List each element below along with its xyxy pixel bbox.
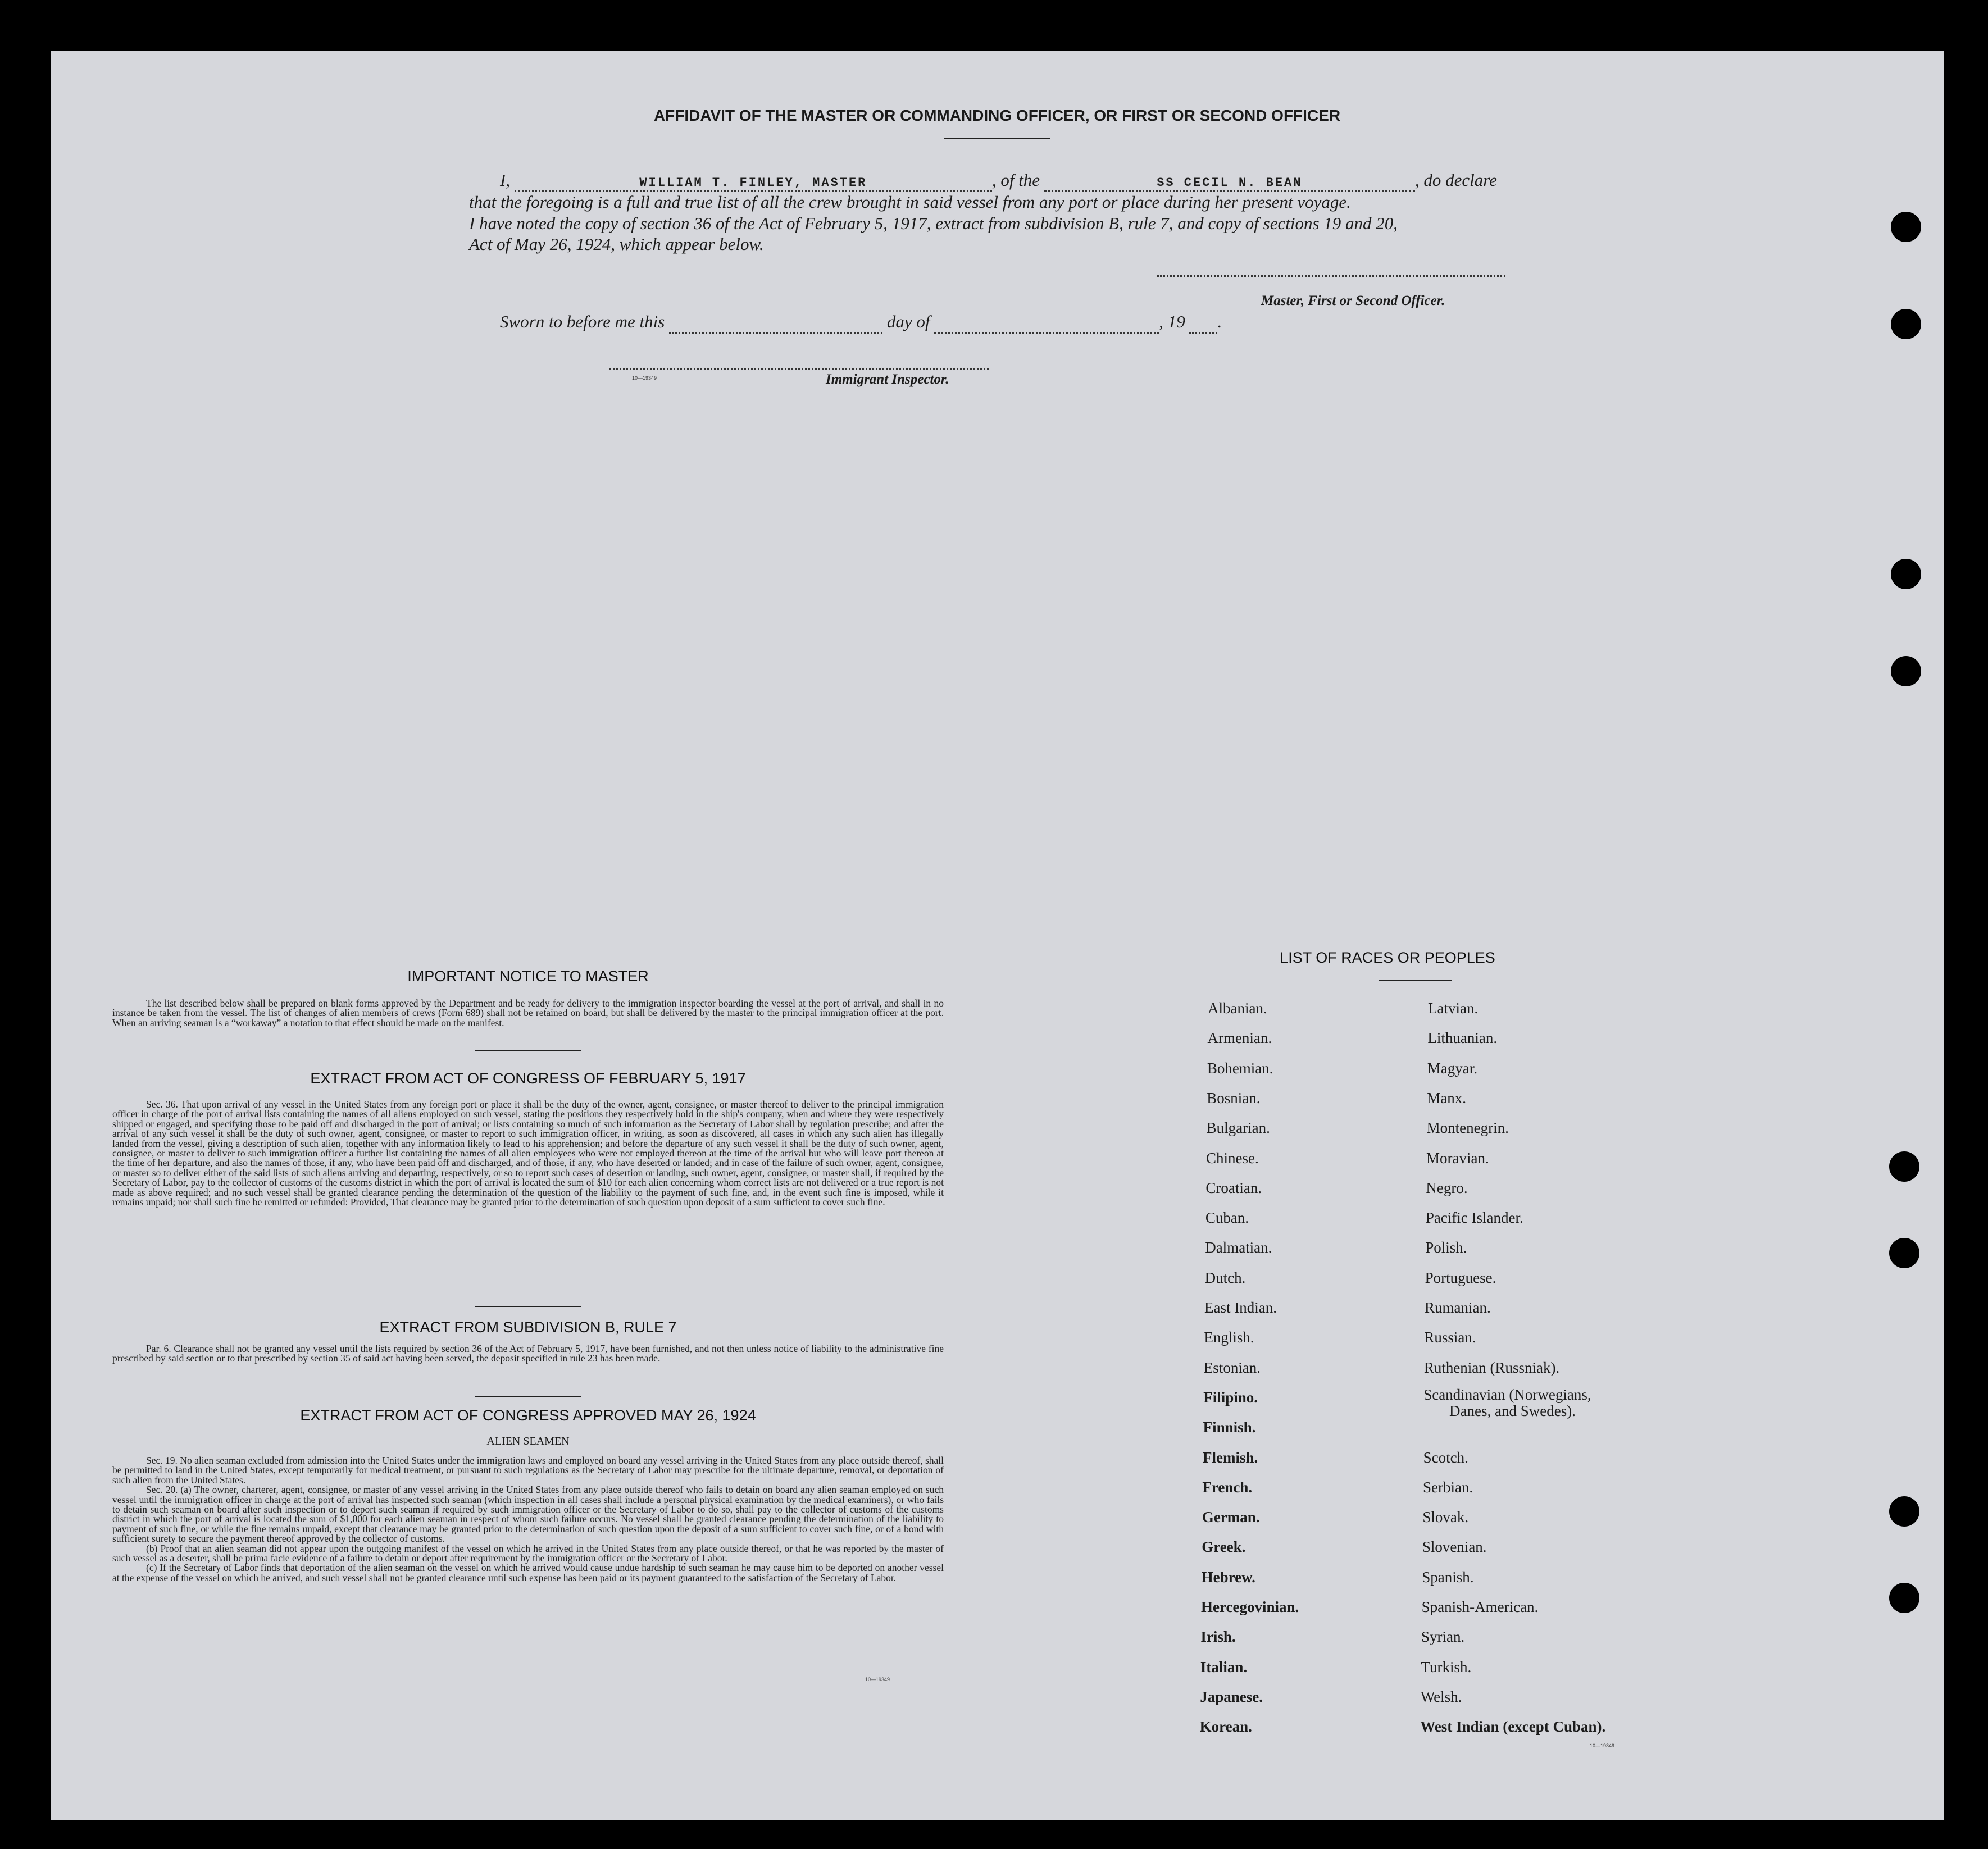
race-item: Greek.: [1202, 1538, 1246, 1556]
race-item: Scotch.: [1423, 1449, 1468, 1466]
race-item: Magyar.: [1427, 1059, 1478, 1077]
extract-1917-title: EXTRACT FROM ACT OF CONGRESS OF FEBRUARY 5, 1917: [310, 1070, 746, 1087]
race-item: Filipino.: [1203, 1388, 1258, 1406]
race-item: Turkish.: [1421, 1658, 1472, 1675]
sec-20b-text: (b) Proof that an alien seaman did not appear upon the outgoing manifest of the vessel on which he arrived in the United States from any place outside thereof, or that he was reported by the master of such vessel as a deserter, shall be prima facie evidence of a failure to detain or deport after requirement by the immigration officer or the Secretary of Labor.: [112, 1542, 944, 1564]
sworn-month-field: [934, 312, 1159, 334]
extract-rule7-title: EXTRACT FROM SUBDIVISION B, RULE 7: [379, 1319, 677, 1336]
races-left-column: [1199, 51, 1410, 1820]
race-item: Latvian.: [1428, 1000, 1479, 1017]
affidavit-title: AFFIDAVIT OF THE MASTER OR COMMANDING OFFICER, OR FIRST OR SECOND OFFICER: [653, 107, 1341, 124]
race-item: Flemish.: [1203, 1449, 1258, 1466]
document-sheet: [51, 51, 1944, 1820]
notice-title: IMPORTANT NOTICE TO MASTER: [407, 968, 649, 985]
race-item: Negro.: [1426, 1179, 1468, 1196]
extract-1917-text: Sec. 36. That upon arrival of any vessel in the United States from any foreign port or place it shall be the duty of the owner, agent, consignee, or master thereof to deliver to the principal immigration officer in charge of the port of arrival lists containing the names of all aliens employed on such vessel, stating the positions they respectively hold in the ship's company, when and where they were respectively shipped or engaged, and specifying those to be paid off and discharged in the port of arrival; or lists containing so much of such information as the Secretary of Labor shall by regulation prescribe; and after the arrival of any such vessel it shall be the duty of such owner, agent, consignee, or master to report to such immigration officer, in writing, as soon as discovered, all cases in which any such alien has illegally landed from the vessel, giving a description of such alien, together with any information likely to lead to his apprehension; and before the departure of any such vessel it shall be the duty of such owner, agent, consignee, or master to deliver to such immigration officer a further list containing the names of all alien employees who were not employed thereon at the time of the arrival but who will leave port thereon at the time of her departure, and also the names of those, if any, who have been paid off and discharged, and of those, if any, who have deserted or landed; and in case of the failure of such owner, agent, consignee, or master so to deliver either of the said lists of such aliens arriving and departing, respectively, or so to report such cases of desertion or landing, such owner, agent, consignee, or master shall, if required by the Secretary of Labor, pay to the collector of customs of the customs district in which the port of arrival is located the sum of $10 for each alien concerning whom correct lists are not delivered or a true report is not made as above required; and no such vessel shall be granted clearance pending the determination of the question of the liability to the payment of such fine, and, in the event such fine is imposed, while it remains unpaid; nor shall such fine be remitted or refunded: Provided, That clearance may be granted prior to the determination of such question upon deposit of a sum sufficient to cover such fine.: [112, 1099, 944, 1208]
race-item: Albanian.: [1208, 1000, 1267, 1017]
race-item: Hebrew.: [1201, 1568, 1255, 1586]
race-item: Pacific Islander.: [1425, 1209, 1523, 1227]
race-item: Dutch.: [1204, 1269, 1246, 1286]
race-item: Japanese.: [1200, 1688, 1263, 1705]
sec-20c-text: (c) If the Secretary of Labor finds that deportation of the alien seaman on the vessel on which he arrived would cause undue hardship to such seaman he may cause him to be deported on another vessel at the expense of the vessel on which he arrived, and such vessel shall not be granted clearance until such expense has been paid or its payment guaranteed to the satisfaction of the Secretary of Labor.: [112, 1562, 944, 1583]
sworn-line: Sworn to before me this day of , 19 .: [500, 312, 1222, 334]
sworn-day-field: [669, 312, 882, 334]
sworn-prefix: Sworn to before me this: [500, 312, 665, 331]
race-item: Scandinavian (Norwegians,: [1423, 1386, 1591, 1403]
race-item: Rumanian.: [1425, 1299, 1491, 1316]
race-item: Italian.: [1200, 1658, 1248, 1675]
master-name-field: [515, 170, 992, 192]
race-item: West Indian (except Cuban).: [1420, 1718, 1606, 1736]
race-item: Bosnian.: [1207, 1089, 1261, 1106]
races-title: LIST OF RACES OR PEOPLES: [1280, 949, 1495, 966]
race-item: East Indian.: [1204, 1299, 1277, 1316]
of-the-label: , of the: [991, 170, 1040, 190]
sec-19-text: Sec. 19. No alien seaman excluded from admission into the United States under the immigration laws and employed on board any vessel arriving in the United States from any place outside thereof, shall be permitted to land in the United States, except temporarily for medical treatment, or pursuant to such regulations as the Secretary of Labor may prescribe for the ultimate departure, removal, or deportation of such alien from the United States.: [112, 1455, 944, 1486]
vessel-name: SS CECIL N. BEAN: [1157, 176, 1303, 190]
race-item: Estonian.: [1203, 1359, 1261, 1376]
extract-form-number: 10—19349: [865, 1677, 890, 1682]
binder-hole: [1889, 1238, 1919, 1268]
divider-1: [475, 1050, 581, 1051]
divider-3: [475, 1396, 581, 1397]
race-item: Chinese.: [1206, 1149, 1259, 1167]
race-item: Korean.: [1199, 1718, 1252, 1736]
extract-1924-title: EXTRACT FROM ACT OF CONGRESS APPROVED MAY 26, 1924: [300, 1407, 756, 1424]
extract-1924-text: [112, 1456, 944, 1583]
race-item: Slovenian.: [1422, 1538, 1487, 1556]
title-underline: [944, 138, 1050, 139]
alien-seamen-subtitle: ALIEN SEAMEN: [486, 1435, 570, 1447]
binder-hole: [1889, 1583, 1919, 1613]
notice-text: The list described below shall be prepared on blank forms approved by the Department and be ready for delivery to the immigration inspector boarding the vessel at the port of arrival, and shall in no instance be taken from the vessel. The list of changes of alien members of crews (Form 689) shall not be retained on board, but shall be delivered by the master to the principal immigration officer at the port. When an arriving seaman is a “workaway” a notation to that effect should be made on the manifest.: [112, 998, 944, 1028]
affidavit-prefix: I,: [500, 170, 511, 190]
race-item-continuation: Danes, and Swedes).: [1449, 1402, 1576, 1419]
binder-hole: [1889, 1496, 1919, 1527]
do-declare-label: , do declare: [1414, 170, 1497, 190]
race-item: Bulgarian.: [1206, 1119, 1270, 1137]
day-of-label: day of: [886, 312, 930, 331]
race-item: Croatian.: [1205, 1179, 1262, 1196]
race-item: Spanish.: [1422, 1568, 1474, 1586]
race-item: Moravian.: [1426, 1149, 1489, 1167]
race-item: Welsh.: [1420, 1688, 1462, 1705]
races-form-number: 10—19349: [1590, 1743, 1615, 1748]
race-item: Portuguese.: [1425, 1269, 1496, 1286]
binder-hole: [1891, 309, 1921, 339]
race-item: Irish.: [1200, 1628, 1236, 1646]
binder-hole: [1891, 212, 1921, 242]
race-item: Hercegovinian.: [1201, 1598, 1299, 1615]
divider-2: [475, 1306, 581, 1307]
race-item: Dalmatian.: [1205, 1239, 1272, 1256]
inspector-label: Immigrant Inspector.: [826, 372, 949, 387]
races-right-column: [1420, 51, 1686, 1820]
race-item: German.: [1202, 1509, 1260, 1526]
affidavit-form-number: 10—19349: [632, 375, 657, 381]
race-item: Spanish-American.: [1421, 1598, 1539, 1615]
signature-label: Master, First or Second Officer.: [1261, 293, 1445, 308]
race-item: Bohemian.: [1207, 1059, 1273, 1077]
race-item: Russian.: [1424, 1329, 1476, 1346]
binder-hole: [1889, 1151, 1919, 1182]
sec-20a-text: Sec. 20. (a) The owner, charterer, agent, consignee, or master of any vessel arriving in the United States from any place outside thereof who fails to detain on board any alien seaman employed on such vessel until the immigration officer in charge at the port of arrival has inspected such seaman (which inspection in all cases shall include a personal physical examination by the medical examiners), or who fails to detain such seaman on board after such inspection or to deport such seaman if required by such immigration officer or the Secretary of Labor to do so, shall pay to the collector of customs of the customs district in which the port of arrival is located the sum of $1,000 for each alien seaman in respect of whom such failure occurs. No vessel shall be granted clearance pending the determination of the liability to payment of such fine, or while the fine remains unpaid, except that clearance may be granted prior to the determination of such question upon the deposit of a sum sufficient to cover such fine, or of a bond with sufficient surety to secure the payment thereof approved by the collector of customs.: [112, 1484, 944, 1545]
race-item: French.: [1202, 1478, 1253, 1496]
affidavit-line-2: that the foregoing is a full and true list of all the crew brought in said vessel from any port or place during her present voyage.: [469, 192, 1351, 212]
race-item: English.: [1204, 1329, 1254, 1346]
race-item: Cuban.: [1205, 1209, 1249, 1227]
race-item: Serbian.: [1423, 1478, 1473, 1496]
master-name: WILLIAM T. FINLEY, MASTER: [639, 176, 867, 190]
affidavit-line-4: Act of May 26, 1924, which appear below.: [469, 234, 764, 254]
race-item: Syrian.: [1421, 1628, 1465, 1646]
race-item: Finnish.: [1203, 1419, 1256, 1436]
inspector-signature-line: [609, 368, 989, 370]
year-prefix: , 19: [1159, 312, 1185, 331]
affidavit-line-3: I have noted the copy of section 36 of the Act of February 5, 1917, extract from subdivision B, rule 7, and copy of sections 19 and 20,: [469, 213, 1398, 233]
binder-hole: [1891, 559, 1921, 589]
race-item: Polish.: [1425, 1239, 1467, 1256]
race-item: Montenegrin.: [1426, 1119, 1509, 1137]
race-item: Armenian.: [1207, 1030, 1272, 1047]
race-item: Manx.: [1427, 1089, 1466, 1106]
extract-rule7-text: Par. 6. Clearance shall not be granted any vessel until the lists required by section 36 of the Act of February 5, 1917, have been furnished, and not then unless notice of liability to the administrative fine prescribed by said section or to that prescribed by section 35 of said act having been served, the deposit specified in rule 23 has been made.: [112, 1343, 944, 1364]
binder-hole: [1891, 656, 1921, 686]
race-item: Lithuanian.: [1427, 1030, 1498, 1047]
race-item: Ruthenian (Russniak).: [1423, 1359, 1560, 1376]
race-item: Slovak.: [1422, 1509, 1469, 1526]
